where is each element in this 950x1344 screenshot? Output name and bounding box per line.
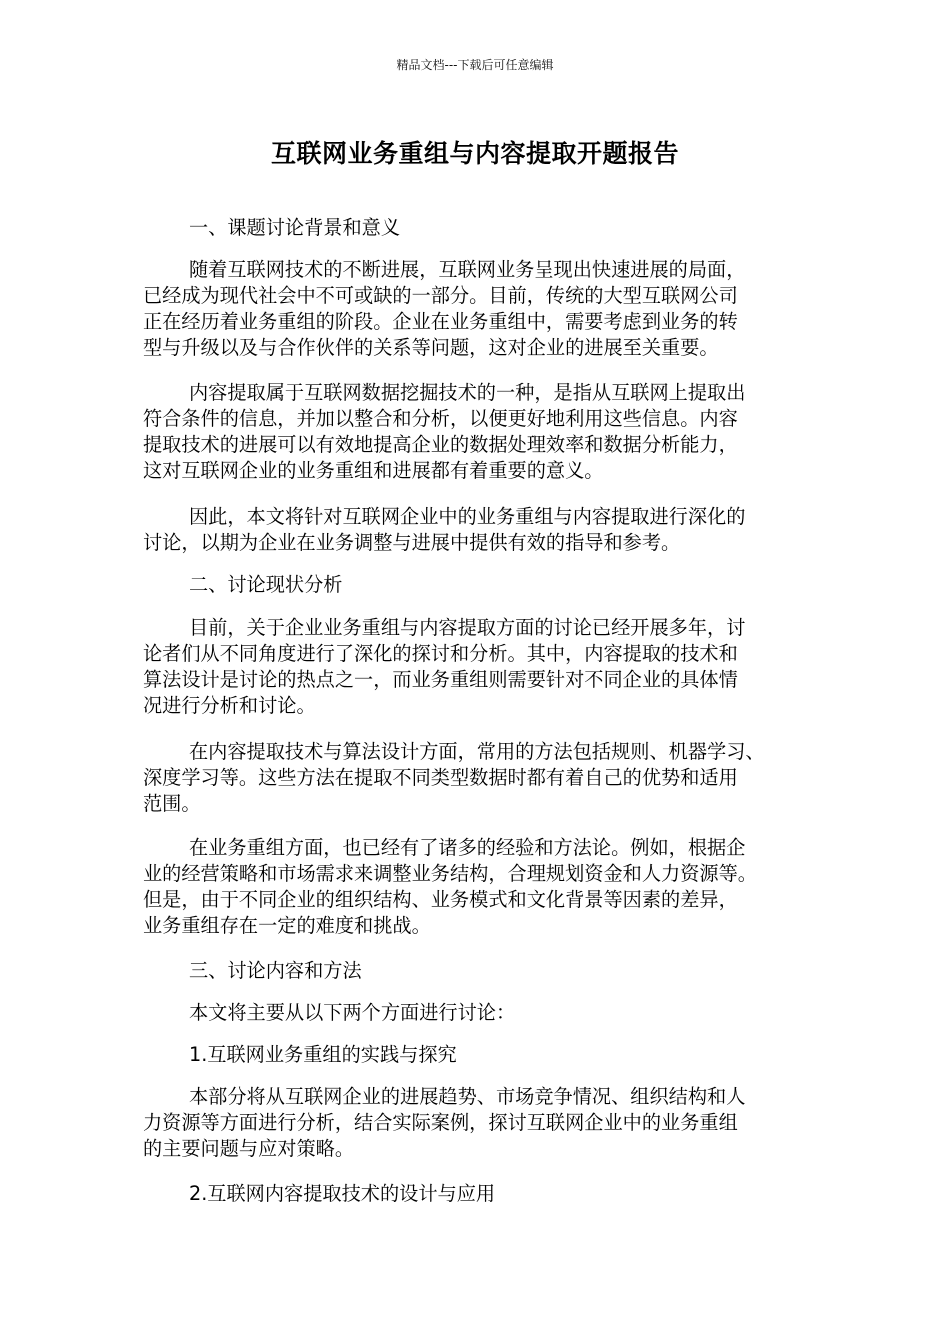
heading-1-line: 一、课题讨论背景和意义 [189, 216, 401, 239]
paragraph-status-3-line: 业的经营策略和市场需求来调整业务结构，合理规划资金和人力资源等。 [143, 862, 757, 885]
paragraph-method-intro-line: 本文将主要从以下两个方面进行讨论： [189, 1001, 516, 1024]
paragraph-status-1-line: 目前，关于企业业务重组与内容提取方面的讨论已经开展多年，讨 [189, 616, 746, 639]
paragraph-method-1-line: 力资源等方面进行分析，结合实际案例，探讨互联网企业中的业务重组 [143, 1111, 738, 1134]
paragraph-method-1-line: 本部分将从互联网企业的进展趋势、市场竞争情况、组织结构和人 [189, 1085, 746, 1108]
paragraph-status-3-line: 但是，由于不同企业的组织结构、业务模式和文化背景等因素的差异， [143, 888, 738, 911]
paragraph-background-3 [143, 504, 795, 556]
paragraph-status-2 [143, 739, 795, 817]
paragraph-status-1-line: 况进行分析和讨论。 [143, 694, 316, 717]
paragraph-status-1-line: 算法设计是讨论的热点之一，而业务重组则需要针对不同企业的具体情 [143, 668, 738, 691]
paragraph-background-2-line: 这对互联网企业的业务重组和进展都有着重要的意义。 [143, 459, 604, 482]
paragraph-background-2-line: 符合条件的信息，并加以整合和分析，以便更好地利用这些信息。内容 [143, 407, 738, 430]
paragraph-status-3 [143, 835, 795, 939]
subheading-2-line: 2.互联网内容提取技术的设计与应用 [189, 1182, 496, 1205]
paragraph-background-2-line: 内容提取属于互联网数据挖掘技术的一种，是指从互联网上提取出 [189, 381, 746, 404]
paragraph-background-3-line: 讨论，以期为企业在业务调整与进展中提供有效的指导和参考。 [143, 531, 681, 554]
paragraph-method-1-line: 的主要问题与应对策略。 [143, 1137, 355, 1160]
paragraph-status-3-line: 在业务重组方面，也已经有了诸多的经验和方法论。例如，根据企 [189, 836, 746, 859]
paragraph-background-1-line: 已经成为现代社会中不可或缺的一部分。目前，传统的大型互联网公司 [143, 284, 738, 307]
paragraph-background-3-line: 因此，本文将针对互联网企业中的业务重组与内容提取进行深化的 [189, 505, 746, 528]
paragraph-method-intro [143, 1000, 795, 1026]
heading-2-line: 二、讨论现状分析 [189, 573, 343, 596]
paragraph-background-1-line: 型与升级以及与合作伙伴的关系等问题，这对企业的进展至关重要。 [143, 336, 719, 359]
page-header: 精品文档---下载后可任意编辑 [396, 58, 554, 72]
paragraph-background-1-line: 随着互联网技术的不断进展，互联网业务呈现出快速进展的局面， [189, 258, 746, 281]
paragraph-status-1 [143, 615, 795, 719]
paragraph-status-2-line: 深度学习等。这些方法在提取不同类型数据时都有着自己的优势和适用 [143, 766, 738, 789]
paragraph-status-1-line: 论者们从不同角度进行了深化的探讨和分析。其中，内容提取的技术和 [143, 642, 738, 665]
paragraph-background-1 [143, 257, 795, 361]
heading-3 [143, 958, 795, 984]
subheading-2 [143, 1181, 795, 1207]
paragraph-status-2-line: 在内容提取技术与算法设计方面，常用的方法包括规则、机器学习、 [189, 740, 765, 763]
subheading-1 [143, 1042, 795, 1068]
paragraph-background-2-line: 提取技术的进展可以有效地提高企业的数据处理效率和数据分析能力， [143, 433, 738, 456]
paragraph-status-2-line: 范围。 [143, 792, 201, 815]
heading-1 [143, 215, 795, 241]
paragraph-background-1-line: 正在经历着业务重组的阶段。企业在业务重组中，需要考虑到业务的转 [143, 310, 738, 333]
paragraph-status-3-line: 业务重组存在一定的难度和挑战。 [143, 914, 431, 937]
heading-3-line: 三、讨论内容和方法 [189, 959, 362, 982]
heading-2 [143, 572, 795, 598]
paragraph-background-2 [143, 380, 795, 484]
subheading-1-line: 1.互联网业务重组的实践与探究 [189, 1043, 457, 1066]
paragraph-method-1 [143, 1084, 795, 1162]
document-title: 互联网业务重组与内容提取开题报告 [270, 139, 679, 168]
